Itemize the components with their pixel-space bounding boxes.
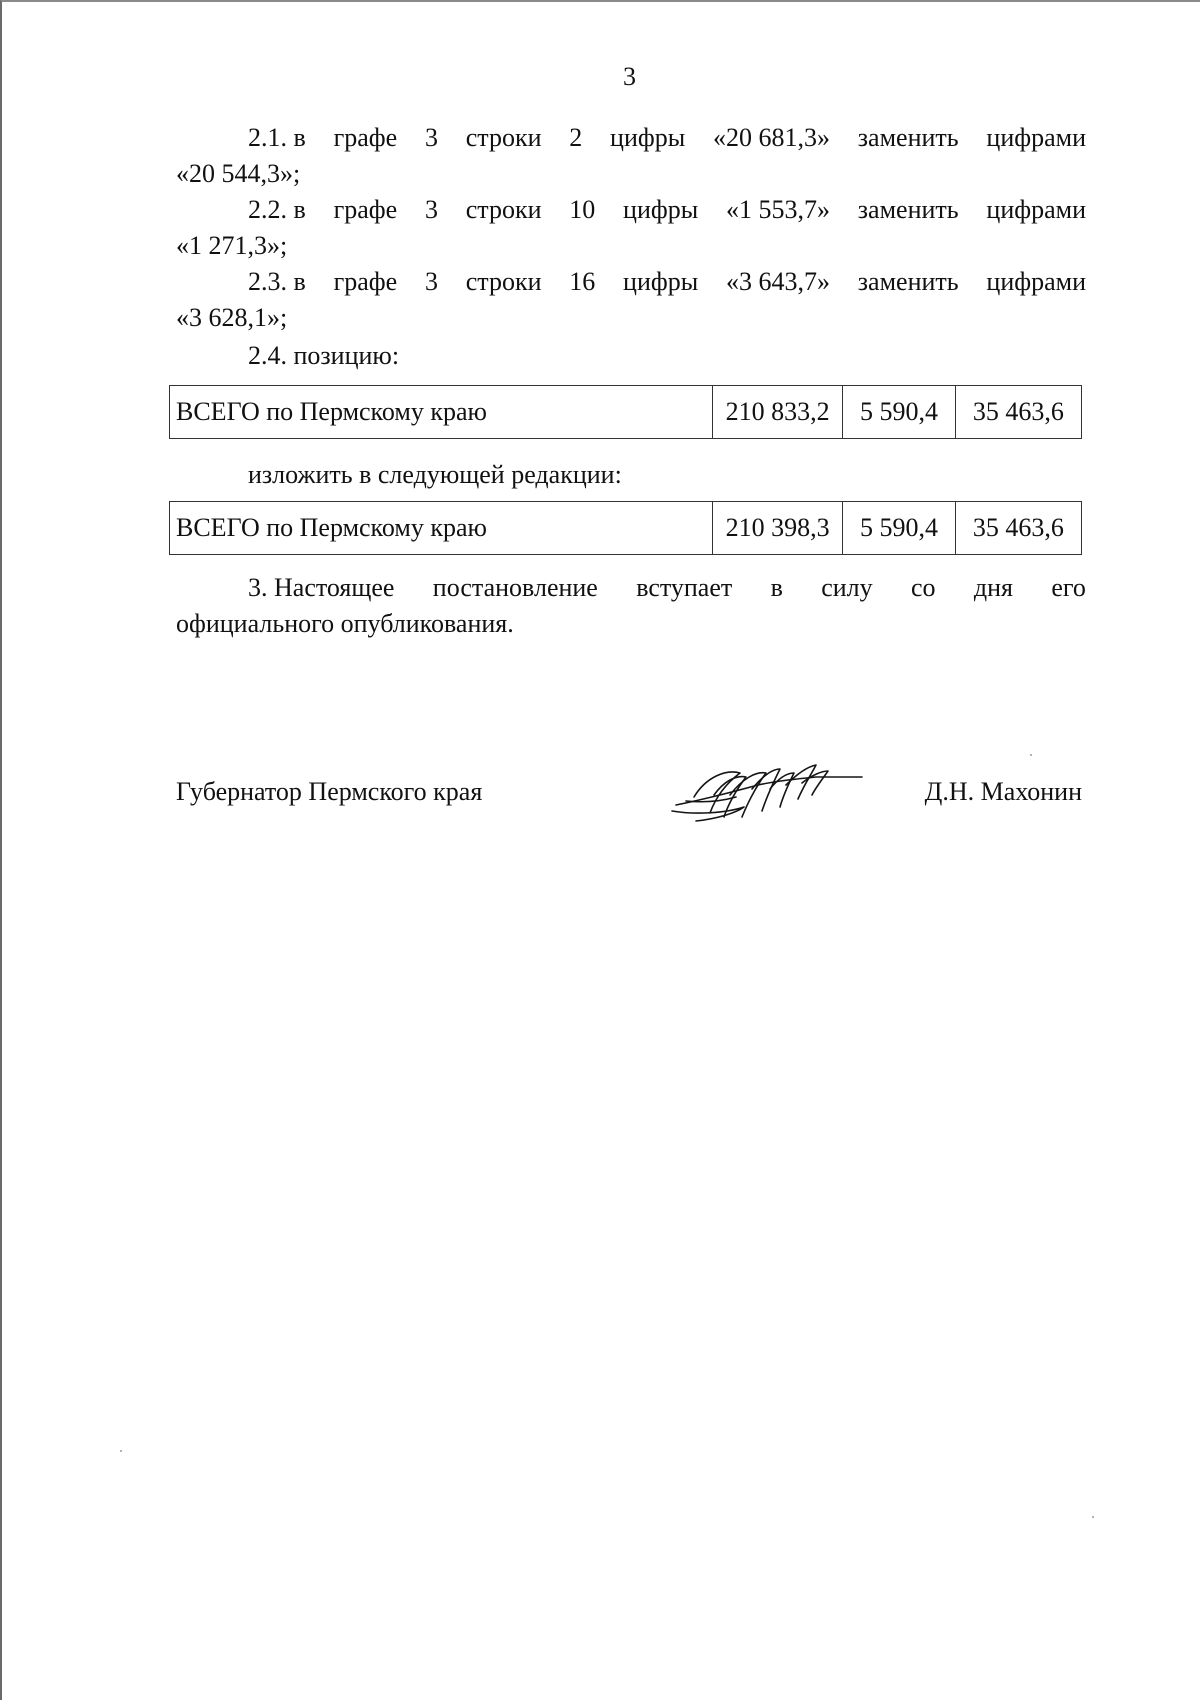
word: строки — [465, 195, 542, 224]
position-value-cell: 35 463,6 — [955, 386, 1081, 439]
paragraph-continuation: «20 544,3»; — [176, 159, 301, 188]
paragraph-continuation: «3 628,1»; — [176, 303, 288, 332]
handwritten-signature — [666, 755, 866, 827]
position-name-cell: ВСЕГО по Пермскому краю — [170, 502, 713, 555]
word: 3 — [424, 123, 438, 152]
word: «20 681,3» — [712, 123, 830, 152]
scan-speck — [1092, 1516, 1094, 1518]
paragraph-2-1 — [176, 120, 1086, 192]
word: строки — [465, 267, 542, 296]
paragraph-line — [176, 192, 1086, 228]
signatory-title: Губернатор Пермского края — [176, 777, 483, 806]
word: цифры — [610, 123, 686, 152]
paragraph-2-4 — [176, 338, 1086, 374]
signatory-name: Д.Н. Махонин — [924, 777, 1082, 806]
paragraph-line — [176, 570, 1086, 606]
word: цифрами — [986, 267, 1086, 296]
word: его — [1051, 573, 1086, 602]
word: силу — [821, 573, 873, 602]
paragraph-3 — [176, 570, 1086, 642]
position-value-cell: 210 833,2 — [712, 386, 843, 439]
new-position-intro: изложить в следующей редакции: — [248, 460, 622, 489]
page-number: 3 — [623, 62, 636, 91]
new-position-table — [169, 501, 1082, 555]
paragraph-continuation: официального опубликования. — [176, 609, 514, 638]
word: «3 643,7» — [725, 267, 830, 296]
word: цифрами — [986, 195, 1086, 224]
position-value-cell: 35 463,6 — [955, 502, 1081, 555]
paragraph-2-2 — [176, 192, 1086, 264]
word: в — [770, 573, 783, 602]
word: со — [911, 573, 936, 602]
new-position-intro-block — [176, 457, 1086, 493]
word: цифрами — [986, 123, 1086, 152]
word: 2.2. в — [248, 195, 306, 224]
word: 2 — [569, 123, 583, 152]
position-name-cell: ВСЕГО по Пермскому краю — [170, 386, 713, 439]
word: заменить — [857, 267, 959, 296]
table-row — [170, 386, 1082, 439]
table-row — [170, 502, 1082, 555]
word: 3 — [424, 195, 438, 224]
word: цифры — [623, 267, 699, 296]
paragraph-line — [176, 264, 1086, 300]
position-value-cell: 5 590,4 — [843, 386, 955, 439]
paragraph-continuation: «1 271,3»; — [176, 231, 288, 260]
position-value-cell: 5 590,4 — [843, 502, 955, 555]
word: 2.3. в — [248, 267, 306, 296]
word: цифры — [623, 195, 699, 224]
scan-speck — [120, 1450, 122, 1452]
position-intro: 2.4. позицию: — [248, 341, 400, 370]
word: заменить — [857, 195, 959, 224]
scan-speck — [1030, 754, 1032, 756]
word: 3 — [424, 267, 438, 296]
word: 3. Настоящее — [248, 573, 395, 602]
word: графе — [333, 267, 398, 296]
word: строки — [465, 123, 542, 152]
paragraph-2-3 — [176, 264, 1086, 336]
word: 2.1. в — [248, 123, 306, 152]
word: «1 553,7» — [725, 195, 830, 224]
word: дня — [973, 573, 1013, 602]
word: 10 — [569, 195, 596, 224]
signature-block — [176, 777, 1082, 827]
word: заменить — [857, 123, 959, 152]
word: 16 — [569, 267, 596, 296]
word: графе — [333, 195, 398, 224]
paragraph-line — [176, 120, 1086, 156]
position-value-cell: 210 398,3 — [712, 502, 843, 555]
word: постановление — [432, 573, 598, 602]
old-position-table — [169, 385, 1082, 439]
word: графе — [333, 123, 398, 152]
word: вступает — [636, 573, 733, 602]
